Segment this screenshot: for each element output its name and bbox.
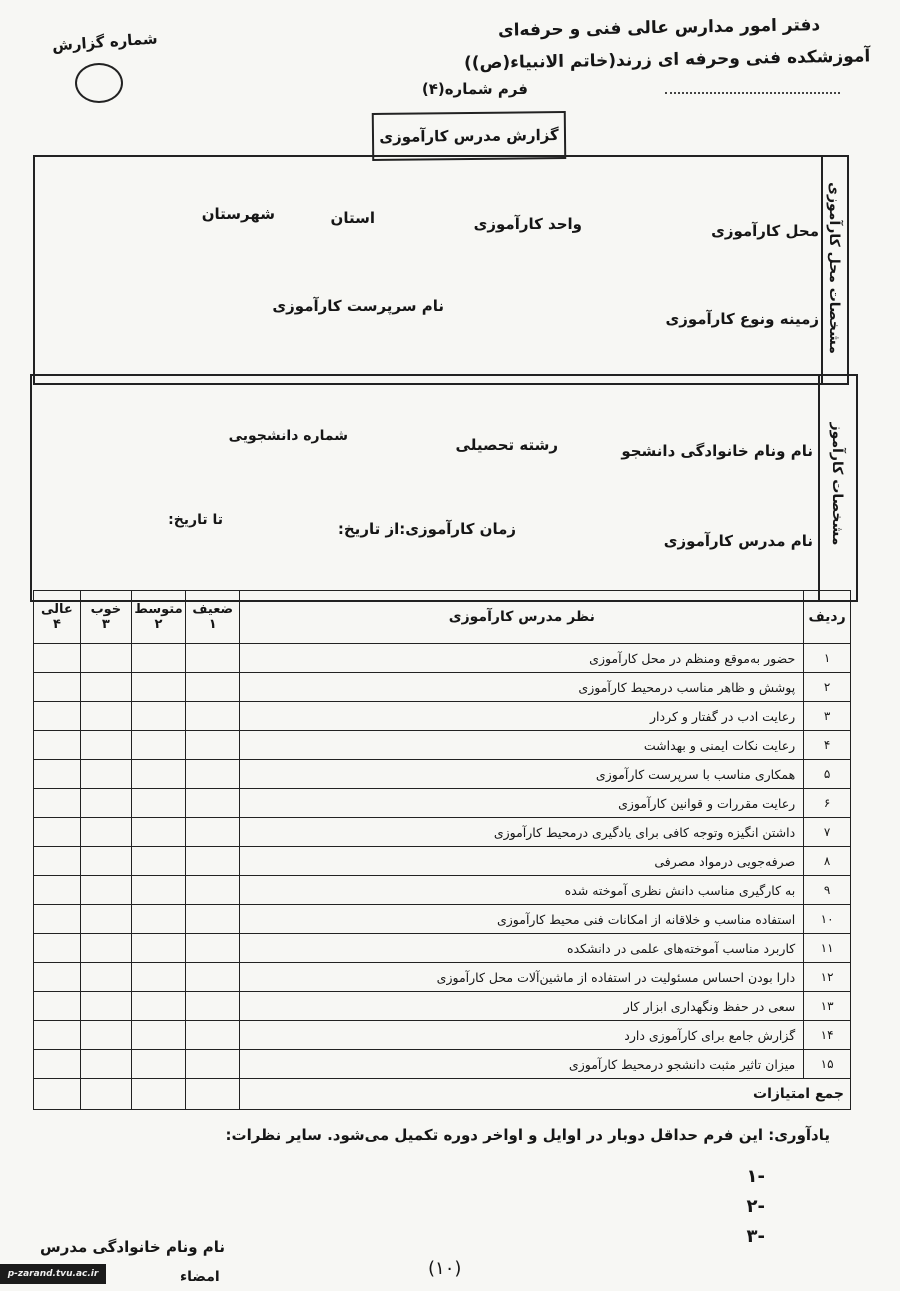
total-label: جمع امتیازات [240, 1079, 851, 1110]
score-cell[interactable] [34, 818, 81, 847]
score-cell[interactable] [186, 702, 240, 731]
row-number: ۶ [804, 789, 851, 818]
score-cell[interactable] [186, 760, 240, 789]
score-cell[interactable] [186, 876, 240, 905]
evaluation-table [33, 590, 851, 1110]
comment-item-1: -۱ [746, 1166, 765, 1187]
score-cell[interactable] [80, 673, 131, 702]
score-cell[interactable] [34, 731, 81, 760]
opinion-header: نظر مدرس کارآموزی [240, 591, 804, 644]
score-cell[interactable] [34, 905, 81, 934]
score-header-average: متوسط ۲ [131, 591, 185, 644]
instructor-name-label: نام ونام خانوادگی مدرس [40, 1238, 226, 1256]
table-row [34, 789, 851, 818]
score-cell[interactable] [34, 673, 81, 702]
criterion-text: رعایت نکات ایمنی و بهداشت [240, 731, 804, 760]
score-cell[interactable] [34, 1021, 81, 1050]
score-cell[interactable] [80, 789, 131, 818]
score-cell[interactable] [186, 673, 240, 702]
field-type-label: زمینه ونوع کارآموزی [665, 310, 819, 328]
score-cell[interactable] [80, 876, 131, 905]
score-cell[interactable] [131, 934, 185, 963]
score-cell[interactable] [34, 644, 81, 673]
score-cell[interactable] [34, 963, 81, 992]
row-number: ۲ [804, 673, 851, 702]
table-row [34, 673, 851, 702]
table-row [34, 702, 851, 731]
row-number: ۸ [804, 847, 851, 876]
row-number: ۴ [804, 731, 851, 760]
row-number: ۱۳ [804, 992, 851, 1021]
period-to-label: تا تاریخ: [168, 512, 223, 528]
score-cell[interactable] [34, 1050, 81, 1079]
table-row [34, 992, 851, 1021]
major-label: رشته تحصیلی [455, 436, 558, 454]
criterion-text: پوشش و ظاهر مناسب درمحیط کارآموزی [240, 673, 804, 702]
criterion-text: استفاده مناسب و خلاقانه از امکانات فنی محیط کارآموزی [240, 905, 804, 934]
table-row [34, 905, 851, 934]
score-cell[interactable] [80, 1050, 131, 1079]
score-cell[interactable] [34, 702, 81, 731]
score-cell[interactable] [80, 963, 131, 992]
table-row [34, 1021, 851, 1050]
score-cell[interactable] [131, 876, 185, 905]
criterion-text: رعایت ادب در گفتار و کردار [240, 702, 804, 731]
row-number: ۱۱ [804, 934, 851, 963]
total-cell[interactable] [186, 1079, 240, 1110]
score-cell[interactable] [131, 673, 185, 702]
period-from-label: زمان کارآموزی:از تاریخ: [337, 520, 516, 538]
score-cell[interactable] [186, 905, 240, 934]
student-name-label: نام ونام خانوادگی دانشجو [621, 442, 813, 460]
score-cell[interactable] [80, 731, 131, 760]
score-cell[interactable] [186, 1021, 240, 1050]
signature-label: امضاء [180, 1269, 220, 1285]
form-number: فرم شماره(۴) [421, 80, 528, 98]
criterion-text: سعی در حفظ ونگهداری ابزار کار [240, 992, 804, 1021]
city-label: شهرستان [201, 205, 275, 223]
student-id-label: شماره دانشجویی [228, 428, 348, 444]
score-cell[interactable] [34, 876, 81, 905]
row-number: ۱ [804, 644, 851, 673]
score-cell[interactable] [131, 992, 185, 1021]
internship-place-heading: مشخصات محل کارآموزی [826, 182, 842, 354]
score-cell[interactable] [80, 760, 131, 789]
score-cell[interactable] [131, 963, 185, 992]
score-cell[interactable] [186, 992, 240, 1021]
criterion-text: میزان تاثیر مثبت دانشجو درمحیط کارآموزی [240, 1050, 804, 1079]
table-row [34, 847, 851, 876]
table-row [34, 731, 851, 760]
table-row [34, 760, 851, 789]
score-cell[interactable] [131, 702, 185, 731]
comment-item-3: -۳ [746, 1226, 765, 1247]
place-label: محل کارآموزی [711, 222, 819, 240]
score-cell[interactable] [131, 818, 185, 847]
score-cell[interactable] [80, 934, 131, 963]
score-cell[interactable] [80, 1021, 131, 1050]
table-row [34, 876, 851, 905]
row-number: ۳ [804, 702, 851, 731]
school-title: آموزشکده فنی وحرفه ای زرند(خاتم الانبیاء(ص)) [463, 46, 871, 74]
score-cell[interactable] [80, 847, 131, 876]
dotted-fill-line [665, 92, 840, 94]
score-header-good: خوب ۳ [80, 591, 131, 644]
total-cell[interactable] [131, 1079, 185, 1110]
score-cell[interactable] [186, 818, 240, 847]
score-cell[interactable] [131, 905, 185, 934]
score-cell[interactable] [131, 644, 185, 673]
unit-label: واحد کارآموزی [473, 215, 582, 233]
score-cell[interactable] [80, 644, 131, 673]
criterion-text: رعایت مقررات و قوانین کارآموزی [240, 789, 804, 818]
criteria-body [34, 644, 851, 1110]
score-cell[interactable] [80, 818, 131, 847]
score-cell[interactable] [131, 789, 185, 818]
form-title: گزارش مدرس کارآموزی [372, 111, 566, 161]
score-cell[interactable] [131, 1050, 185, 1079]
score-cell[interactable] [186, 1050, 240, 1079]
report-number-circle [75, 63, 123, 103]
report-number-label: شماره گزارش [51, 29, 159, 55]
score-cell[interactable] [131, 760, 185, 789]
internship-place-section [33, 155, 849, 385]
score-cell[interactable] [80, 905, 131, 934]
score-cell[interactable] [34, 992, 81, 1021]
row-number: ۵ [804, 760, 851, 789]
row-number: ۹ [804, 876, 851, 905]
score-cell[interactable] [80, 992, 131, 1021]
table-header-row [34, 591, 851, 644]
section-divider [818, 376, 820, 600]
table-row [34, 963, 851, 992]
table-row [34, 1050, 851, 1079]
total-cell[interactable] [80, 1079, 131, 1110]
criterion-text: به کارگیری مناسب دانش نظری آموخته شده [240, 876, 804, 905]
total-cell[interactable] [34, 1079, 81, 1110]
score-cell[interactable] [131, 1021, 185, 1050]
score-cell[interactable] [131, 847, 185, 876]
comment-item-2: -۲ [746, 1196, 765, 1217]
office-title: دفتر امور مدارس عالی فنی و حرفه‌ای [497, 15, 821, 41]
row-number: ۷ [804, 818, 851, 847]
total-row [34, 1079, 851, 1110]
supervisor-label: نام سرپرست کارآموزی [272, 297, 444, 315]
criterion-text: حضور به‌موقع ومنظم در محل کارآموزی [240, 644, 804, 673]
criterion-text: داشتن انگیزه وتوجه کافی برای یادگیری درمحیط کارآموزی [240, 818, 804, 847]
table-row [34, 644, 851, 673]
instructor-label: نام مدرس کارآموزی [663, 532, 813, 550]
criterion-text: همکاری مناسب با سرپرست کارآموزی [240, 760, 804, 789]
score-cell[interactable] [186, 963, 240, 992]
score-cell[interactable] [186, 731, 240, 760]
criterion-text: گزارش جامع برای کارآموزی دارد [240, 1021, 804, 1050]
row-number: ۱۴ [804, 1021, 851, 1050]
score-cell[interactable] [186, 934, 240, 963]
table-row [34, 934, 851, 963]
score-cell[interactable] [80, 702, 131, 731]
trainee-section [30, 374, 858, 602]
score-header-excellent: عالی ۴ [34, 591, 81, 644]
score-cell[interactable] [186, 644, 240, 673]
score-cell[interactable] [131, 731, 185, 760]
table-row [34, 818, 851, 847]
section-divider [821, 157, 823, 383]
score-cell[interactable] [34, 760, 81, 789]
row-number-header: ردیف [804, 591, 851, 644]
row-number: ۱۲ [804, 963, 851, 992]
province-label: استان [330, 209, 375, 227]
watermark-badge: p-zarand.tvu.ac.ir [0, 1264, 106, 1284]
score-cell[interactable] [186, 789, 240, 818]
criterion-text: کاربرد مناسب آموخته‌های علمی در دانشکده [240, 934, 804, 963]
criterion-text: دارا بودن احساس مسئولیت در استفاده از ماشین‌آلات محل کارآموزی [240, 963, 804, 992]
reminder-note: یادآوری: این فرم حداقل دوبار در اوایل و اواخر دوره تکمیل می‌شود. سایر نظرات: [225, 1126, 830, 1144]
page-number: (۱۰) [428, 1258, 462, 1279]
trainee-heading: مشخصات کارآموز [829, 422, 845, 546]
score-cell[interactable] [34, 934, 81, 963]
criterion-text: صرفه‌جویی درمواد مصرفی [240, 847, 804, 876]
score-cell[interactable] [34, 789, 81, 818]
score-header-weak: ضعیف ۱ [186, 591, 240, 644]
row-number: ۱۰ [804, 905, 851, 934]
score-cell[interactable] [186, 847, 240, 876]
row-number: ۱۵ [804, 1050, 851, 1079]
score-cell[interactable] [34, 847, 81, 876]
